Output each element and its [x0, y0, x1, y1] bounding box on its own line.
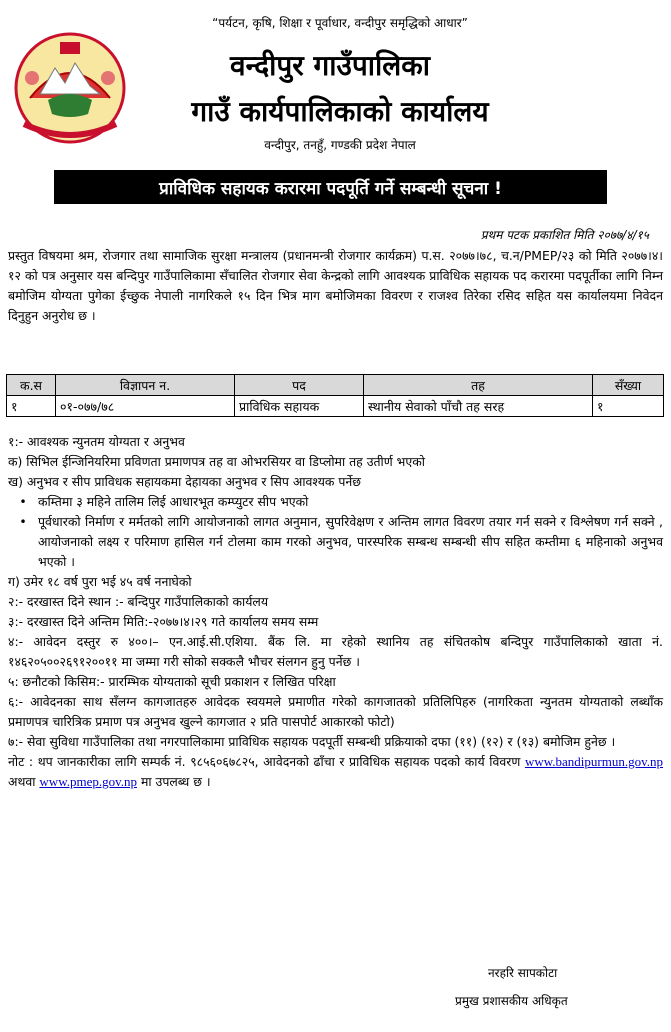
bullet-icon: •	[19, 494, 27, 509]
bandipur-website-link[interactable]: www.bandipurmun.gov.np	[524, 754, 663, 769]
bullet-2-text: पूर्वधारको निर्माण र मर्मतको लागि आयोजनाको लागत अनुमान, सुपरिवेक्षण र अन्तिम लागत विवरण तयार गर्न सक्ने र विश्लेषण गर्न सक्ने , आयोजनाको लक्ष्य र परिमाण हासिल गर्न टोलमा काम गरको अनुभव, पारस्परिक सम्बन्ध सम्बन्धी सीप सहित कम्तीमा ६ महिनाको अनुभव भएको ।	[38, 514, 663, 569]
intro-paragraph: प्रस्तुत विषयमा श्रम, रोजगार तथा सामाजिक सुरक्षा मन्त्रालय (प्रधानमन्त्री रोजगार कार्यक्रम) प.स. २०७७।७८, च.न/PMEP/२३ को मिति २०७७।४।१२ को पत्र अनुसार यस बन्दिपुर गाउँपालिकामा सँचालित रोजगार सेवा केन्द्रको लागि आवश्यक प्राविधिक सहायक पद करारमा पदपूर्तीका लागि निम्न बमोजिम योग्यता पुगेका ईच्छुक नेपाली नागरिकले १५ दिन भित्र माग बमोजिमका विवरण र राजश्व तिरेका रसिद सहित यस कार्यालयमा निवेदन दिनुहुन अनुरोध छ ।	[8, 248, 663, 323]
section-7: ७:- सेवा सुविधा गाउँपालिका तथा नगरपालिकामा प्राविधिक सहायक पदपूर्ती सम्बन्धी प्रक्रियाको दफा (११) (१२) र (१३) बमोजिम हुनेछ ।	[8, 734, 616, 749]
cell-level: स्थानीय सेवाको पाँचौ तह सरह	[364, 396, 593, 417]
signatory-designation: प्रमुख प्रशासकीय अधिकृत	[455, 994, 568, 1008]
note	[8, 752, 663, 792]
note-text-pre: नोट : थप जानकारीका लागि सम्पर्क नं. ९८५६०६७८२५, आवेदनको ढाँचा र प्राविधिक सहायक पदको कार्य विवरण	[8, 754, 525, 769]
section-3: ३:- दरखास्त दिने अन्तिम मिति:-२०७७।४।२९ गते कार्यालय समय सम्म	[8, 614, 319, 629]
bullet-icon: •	[19, 514, 27, 529]
section-1-a: क) सिभिल ईन्जिनियरिमा प्रविणता प्रमाणपत्र तह वा ओभरसियर वा डिप्लोमा तह उतीर्ण भएको	[8, 454, 425, 469]
table-row	[7, 396, 664, 417]
section-1-c: ग) उमेर १८ वर्ष पुरा भई ४५ वर्ष ननाघेको	[8, 574, 192, 589]
section-4: ४:- आवेदन दस्तुर रु ४००।– एन.आई.सी.एशिया. बैंक लि. मा रहेको स्थानिय तह संचितकोष बन्दिपुर गाउँपालिकाको खाता नं. १४६२०५००२६९१२००११ मा जम्मा गरी सोको सक्कलै भौचर संलगन हुनु पर्नेछ ।	[8, 634, 663, 669]
office-title-line1: वन्दीपुर गाउँपालिका	[230, 49, 430, 82]
cell-ad-no: ०१-०७७/७८	[56, 396, 235, 417]
note-text-post: मा उपलब्ध छ ।	[137, 774, 211, 789]
cell-sn: १	[7, 396, 56, 417]
office-title-line2: गाउँ कार्यपालिकाको कार्यालय	[191, 95, 489, 128]
section-6: ६:- आवेदनका साथ सँलग्न कागजातहरु आवेदक स्वयमले प्रमाणीत गरेको कागजातको प्रतिलिपिहरु (नागरिकता न्युनतम योग्यताको लब्धाँक प्रमाणपत्र चारित्रिक प्रमाण पत्र अनुभव खुल्ने कागजात २ प्रति पासपोर्ट आकारको फोटो)	[8, 694, 663, 729]
col-header-post: पद	[235, 375, 364, 396]
cell-count: १	[593, 396, 664, 417]
section-2: २:- दरखास्त दिने स्थान :- बन्दिपुर गाउँपालिकाको कार्यलय	[8, 594, 268, 609]
note-text-mid: अथवा	[8, 774, 40, 789]
pmep-website-link[interactable]: www.pmep.gov.np	[39, 774, 138, 789]
motto: “पर्यटन, कृषि, शिक्षा र पूर्वाधार, वन्दीपुर समृद्धिको आधार”	[212, 16, 468, 30]
section-5: ५: छनौटको किसिम:- प्रारम्भिक योग्यताको सूची प्रकाशन र लिखित परिक्षा	[8, 674, 336, 689]
signatory-name: नरहरि सापकोटा	[488, 966, 558, 980]
col-header-count: सँख्या	[593, 375, 664, 396]
vacancy-table	[6, 374, 664, 417]
notice-banner	[54, 170, 607, 204]
section-1-title: १:- आवश्यक न्युनतम योग्यता र अनुभव	[8, 434, 185, 449]
notice-body	[8, 432, 663, 792]
notice-banner-text: प्राविधिक सहायक करारमा पदपूर्ति गर्ने सम्बन्धी सूचना !	[159, 178, 502, 199]
table-header-row	[7, 375, 664, 396]
bullet-1-text: कम्तिमा ३ महिने तालिम लिई आधारभूत कम्प्युटर सीप भएको	[38, 494, 309, 509]
publication-date: प्रथम पटक प्रकाशित मिति २०७७/४/१५	[480, 228, 649, 242]
col-header-level: तह	[364, 375, 593, 396]
list-item	[8, 492, 663, 512]
cell-post: प्राविधिक सहायक	[235, 396, 364, 417]
nepal-emblem-icon	[10, 28, 130, 148]
list-item	[8, 512, 663, 572]
section-1-b: ख) अनुभव र सीप प्राविधक सहायकमा देहायका अनुभव र सिप आवश्यक पर्नेछ	[8, 474, 361, 489]
office-address: वन्दीपुर, तनहुँ, गण्डकी प्रदेश नेपाल	[264, 138, 416, 152]
col-header-ad-no: विज्ञापन न.	[56, 375, 235, 396]
col-header-sn: क.स	[7, 375, 56, 396]
